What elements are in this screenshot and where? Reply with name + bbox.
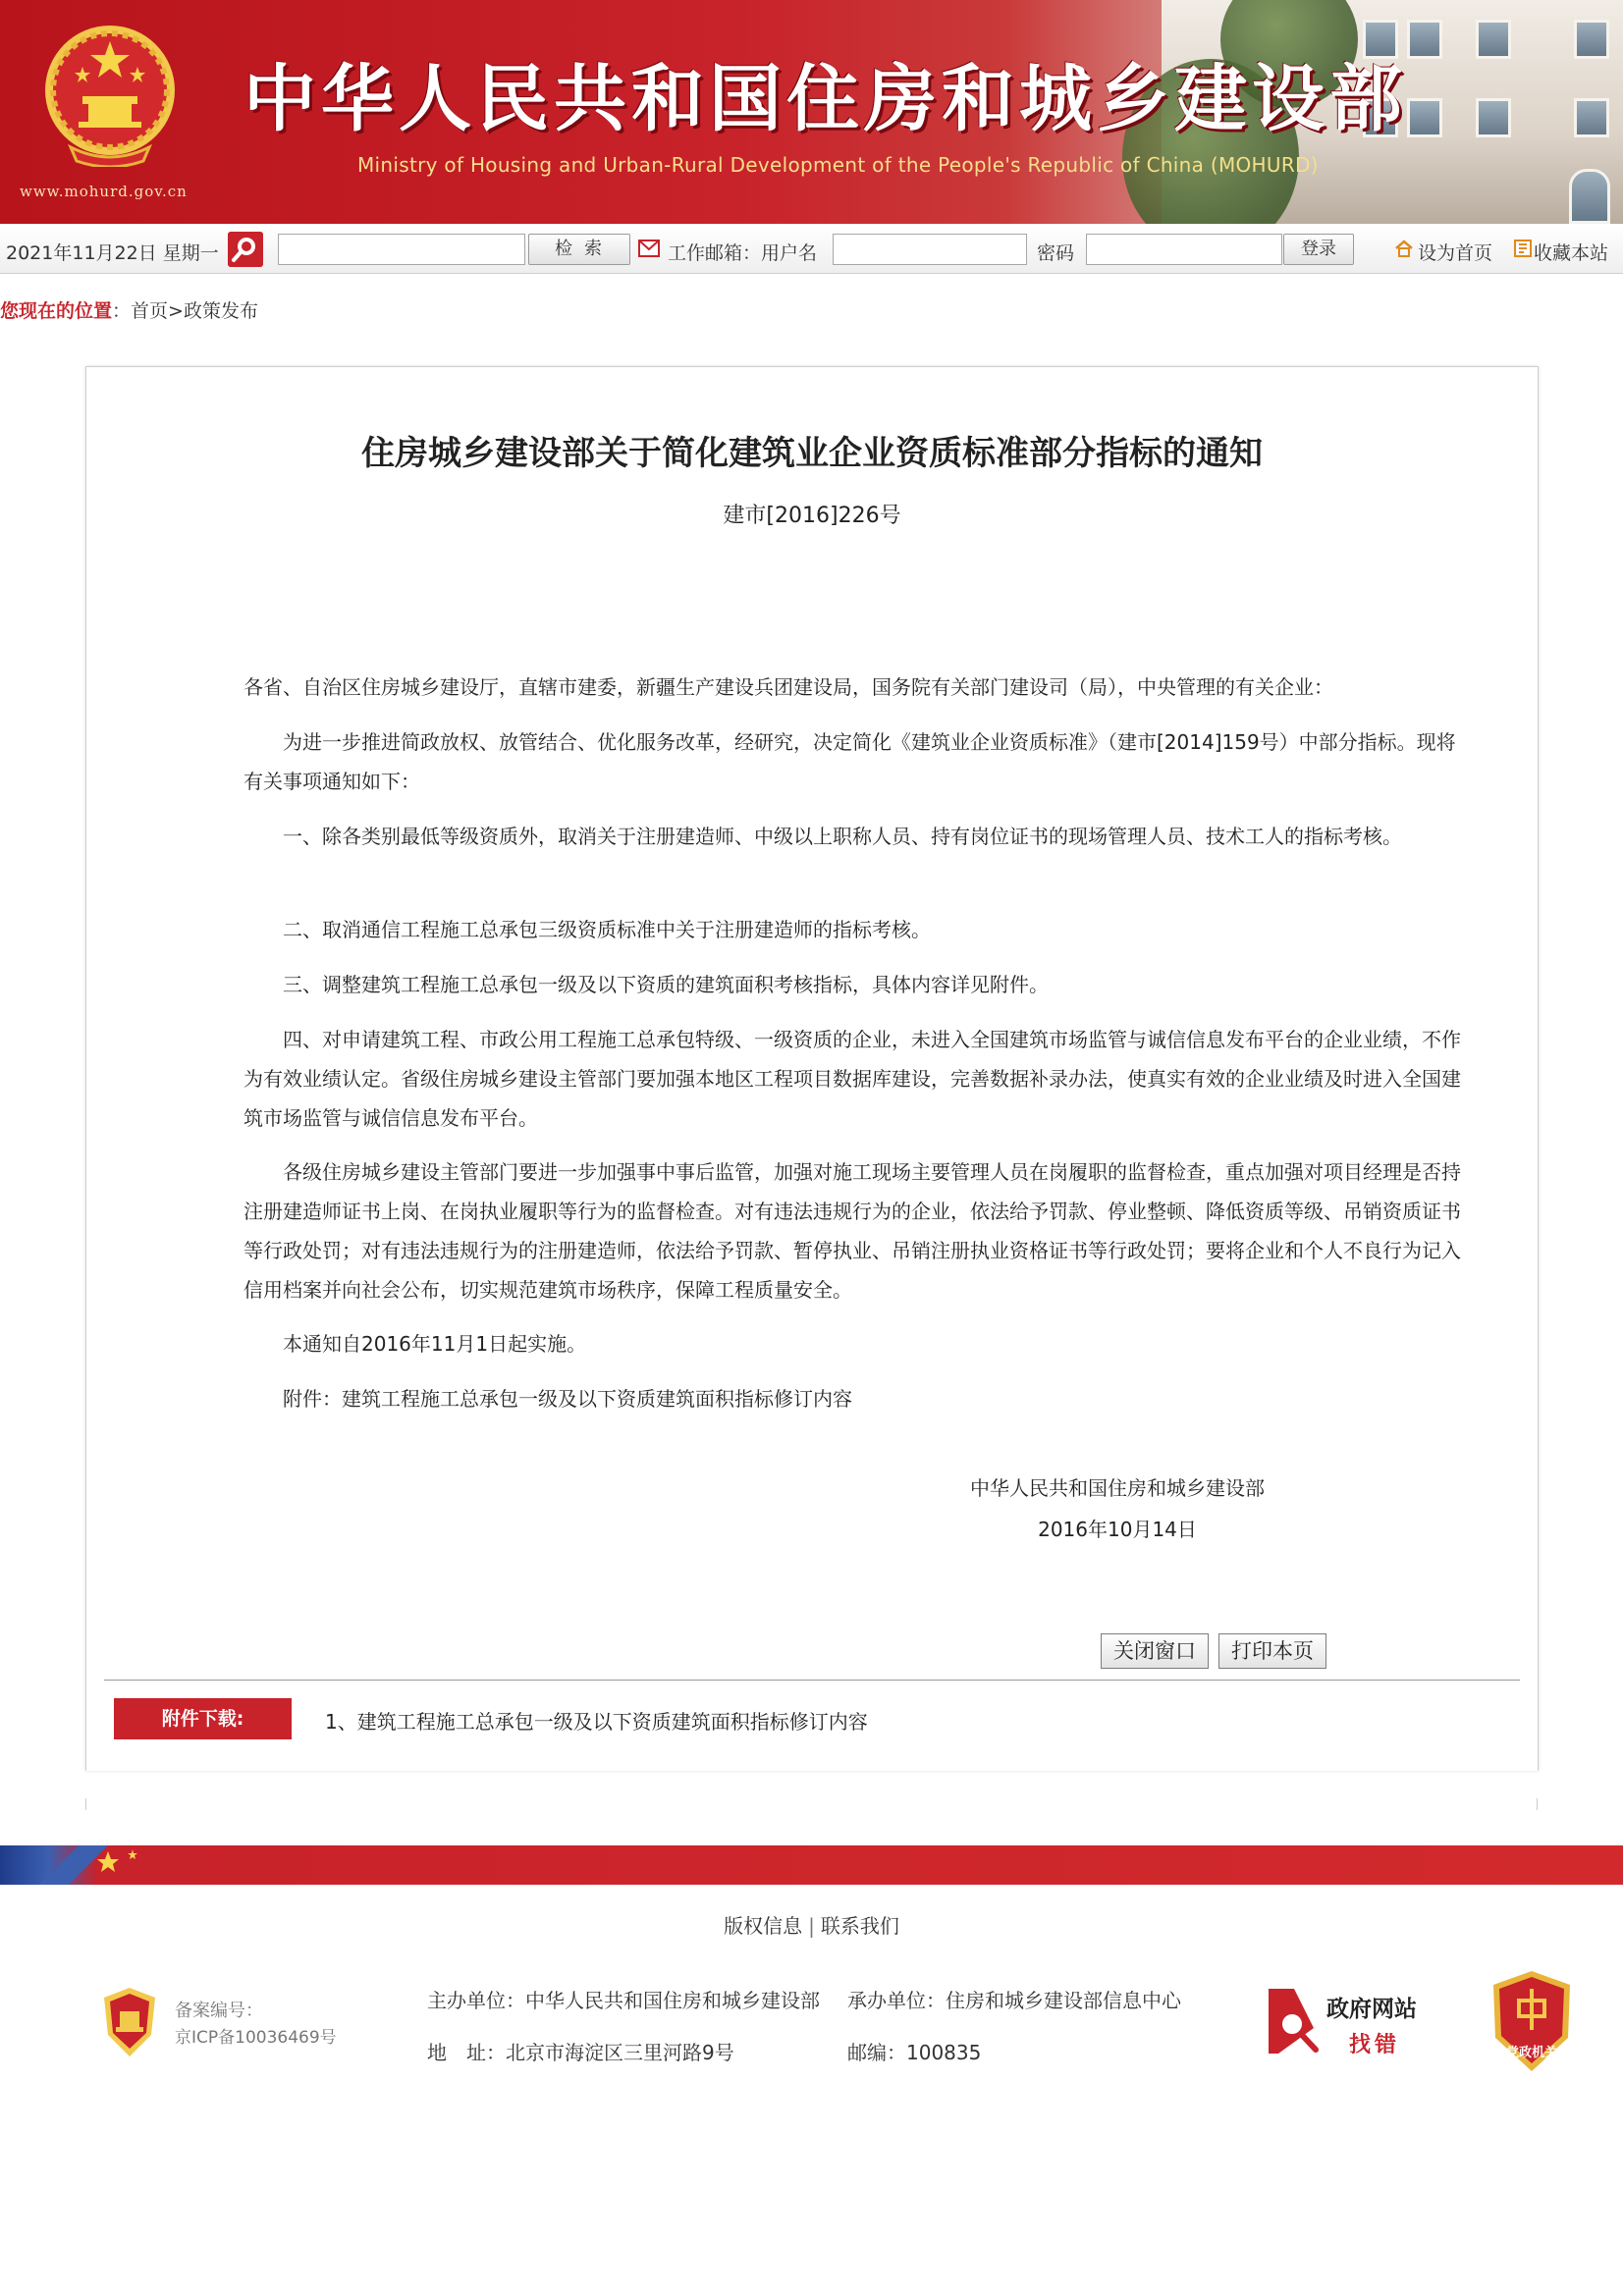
document-body-p2	[243, 817, 1461, 856]
paragraph: 本通知自2016年11月1日起实施。	[283, 1332, 587, 1356]
attachment-label: 附件下载:	[114, 1698, 292, 1739]
article-panel	[85, 366, 1539, 1771]
home-icon	[1394, 239, 1414, 258]
gov-error-report-link[interactable]	[1265, 1985, 1427, 2061]
site-title: 中华人民共和国住房和城乡建设部	[243, 57, 1407, 141]
work-mail-label: 工作邮箱：用户名	[668, 242, 818, 264]
copyright-link[interactable]: 版权信息	[724, 1914, 803, 1938]
divider	[104, 1680, 1520, 1681]
icp-number[interactable]: 京ICP备10036469号	[175, 2028, 337, 2048]
contact-link[interactable]: 联系我们	[820, 1914, 899, 1938]
top-toolbar	[0, 226, 1623, 274]
search-input[interactable]	[278, 234, 525, 265]
paragraph: 二、取消通信工程施工总承包三级资质标准中关于注册建造师的指标考核。	[283, 918, 931, 941]
breadcrumb-lead: 您现在的位置	[0, 300, 113, 322]
gov-error-sub-text: 找错	[1349, 2033, 1401, 2057]
username-input[interactable]	[833, 234, 1027, 265]
party-gov-badge[interactable]	[1489, 1969, 1574, 2071]
document-body-p1	[243, 722, 1461, 801]
password-label: 密码	[1037, 242, 1075, 264]
zip-code: 邮编：100835	[847, 2041, 982, 2064]
header-banner	[0, 0, 1623, 224]
host-unit: 主办单位：中华人民共和国住房和城乡建设部	[427, 1989, 820, 2012]
document-body-p7	[243, 1324, 1461, 1363]
current-date: 2021年11月22日 星期一	[6, 242, 219, 264]
add-favorite-link[interactable]: 收藏本站	[1534, 242, 1609, 264]
bookmark-icon	[1514, 240, 1532, 257]
gov-error-magnifier-icon	[1265, 1985, 1324, 2059]
paragraph: 一、除各类别最低等级资质外，取消关于注册建造师、中级以上职称人员、持有岗位证书的现场管理人员、技术工人的指标考核。	[283, 825, 1402, 848]
divider	[85, 1798, 86, 1810]
police-emblem-icon	[100, 1986, 159, 2056]
paragraph: 为进一步推进简政放权、放管结合、优化服务改革，经研究，决定简化《建筑业企业资质标准》（建市[2014]159号）中部分指标。现将有关事项通知如下：	[243, 730, 1456, 793]
flag-decoration-icon	[39, 1845, 147, 1885]
document-body-p5	[243, 1020, 1461, 1138]
site-url: www.mohurd.gov.cn	[20, 183, 188, 200]
paragraph-salutation: 各省、自治区住房城乡建设厅，直辖市建委，新疆生产建设兵团建设局，国务院有关部门建设司（局），中央管理的有关企业：	[243, 675, 1333, 699]
close-window-button[interactable]: 关闭窗口	[1101, 1633, 1209, 1669]
paragraph: 各级住房城乡建设主管部门要进一步加强事中事后监管，加强对施工现场主要管理人员在岗履职的监督检查，重点加强对项目经理是否持注册建造师证书上岗、在岗执业履职等行为的监督检查。对有违法违规行为的企业，依法给予罚款、停业整顿、降低资质等级、吊销资质证书等行政处罚；对有违法违规行为的注册建造师，依法给予罚款、暂停执业、吊销注册执业资格证书等行政处罚；要将企业和个人不良行为记入信用档案并向社会公布，切实规范建筑市场秩序，保障工程质量安全。	[243, 1160, 1461, 1302]
footer-divider: |	[808, 1914, 815, 1938]
mail-icon	[638, 240, 660, 257]
document-title: 住房城乡建设部关于简化建筑业企业资质标准部分指标的通知	[361, 434, 1263, 473]
party-gov-badge-text: 党政机关	[1505, 2046, 1557, 2060]
document-body	[243, 667, 1461, 707]
search-button[interactable]: 检索	[528, 234, 630, 265]
address: 地 址：北京市海淀区三里河路9号	[427, 2041, 734, 2064]
divider	[1537, 1798, 1538, 1810]
site-subtitle: Ministry of Housing and Urban-Rural Development of the People's Republic of China (MOHURD)	[357, 153, 1319, 177]
action-buttons	[1101, 1633, 1336, 1669]
icp-label: 备案编号：	[175, 2001, 263, 2021]
document-body-p8	[243, 1379, 1461, 1418]
password-input[interactable]	[1086, 234, 1282, 265]
attachment-link[interactable]: 1、建筑工程施工总承包一级及以下资质建筑面积指标修订内容	[325, 1710, 868, 1734]
login-button[interactable]: 登录	[1283, 234, 1354, 265]
breadcrumb-path[interactable]: 首页>政策发布	[131, 300, 258, 322]
document-number: 建市[2016]226号	[723, 504, 901, 528]
set-homepage-link[interactable]: 设为首页	[1418, 242, 1493, 264]
breadcrumb	[0, 296, 258, 323]
document-body-p3	[243, 910, 1461, 949]
footer-band	[0, 1845, 1623, 1885]
print-page-button[interactable]: 打印本页	[1218, 1633, 1326, 1669]
paragraph: 三、调整建筑工程施工总承包一级及以下资质的建筑面积考核指标，具体内容详见附件。	[283, 973, 1049, 996]
document-body-p4	[243, 965, 1461, 1004]
signer: 中华人民共和国住房和城乡建设部	[970, 1476, 1265, 1500]
breadcrumb-colon: ：	[112, 300, 132, 322]
document-body-p6	[243, 1152, 1461, 1309]
sign-date: 2016年10月14日	[1038, 1518, 1197, 1541]
footer-links	[0, 1910, 1623, 1939]
gov-error-main-text: 政府网站	[1326, 1997, 1417, 2022]
search-icon[interactable]	[228, 232, 263, 267]
organizer-unit: 承办单位：住房和城乡建设部信息中心	[847, 1989, 1181, 2012]
national-emblem-icon	[41, 20, 179, 167]
paragraph: 四、对申请建筑工程、市政公用工程施工总承包特级、一级资质的企业，未进入全国建筑市场监管与诚信信息发布平台的企业业绩，不作为有效业绩认定。省级住房城乡建设主管部门要加强本地区工程项目数据库建设，完善数据补录办法，使真实有效的企业业绩及时进入全国建筑市场监管与诚信信息发布平台。	[243, 1028, 1461, 1130]
paragraph-attachment-note: 附件：建筑工程施工总承包一级及以下资质建筑面积指标修订内容	[283, 1387, 852, 1411]
